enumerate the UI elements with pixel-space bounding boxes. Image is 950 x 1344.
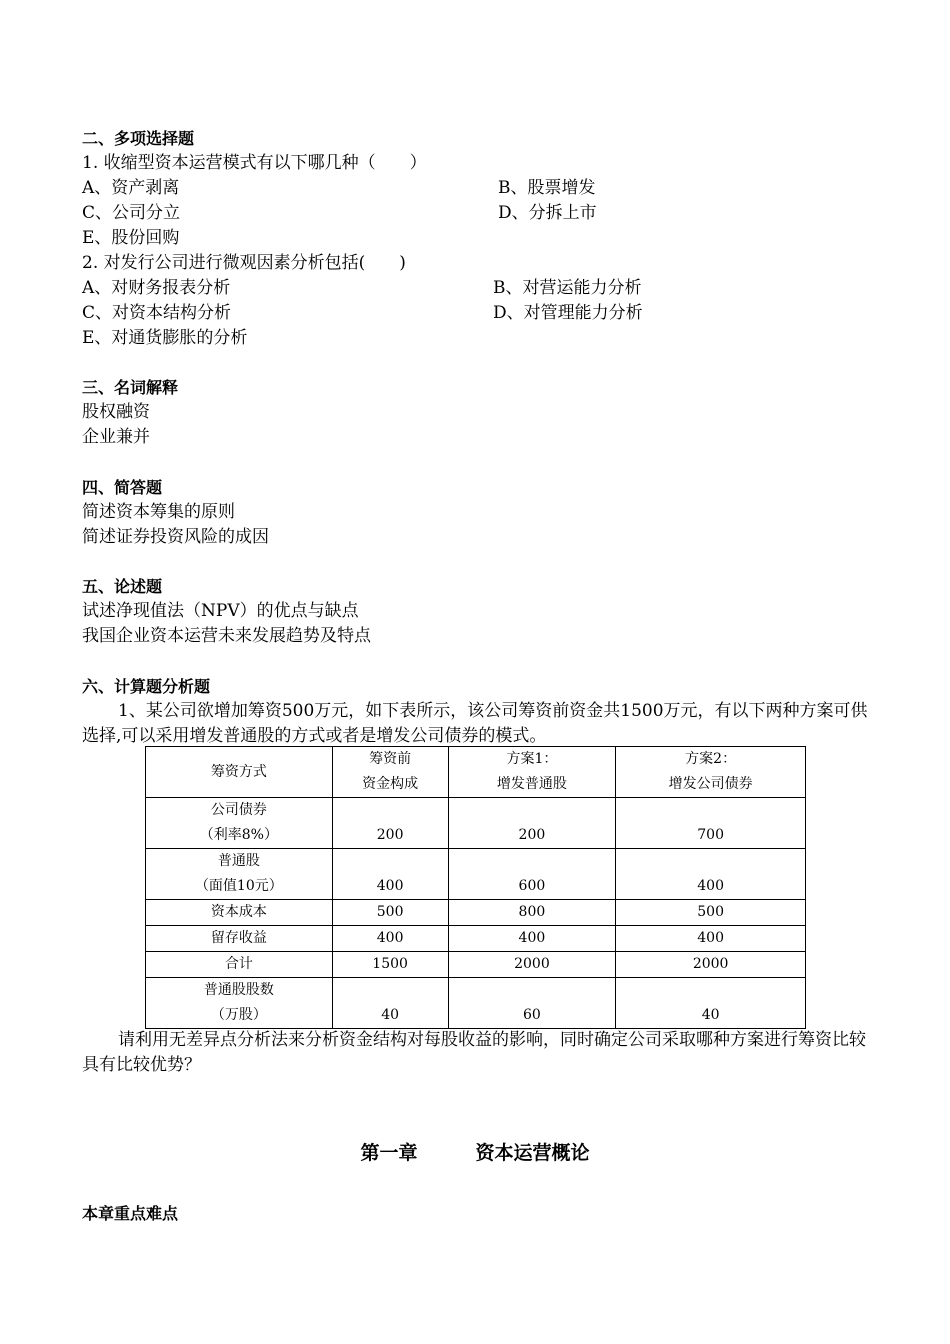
q2-option-a: A、对财务报表分析 [82,278,231,298]
table-cell: 资本成本 [146,900,333,926]
table-cell: 500 [616,900,806,926]
table-cell: 400 [332,849,448,900]
question-1-text: 1. 收缩型资本运营模式有以下哪几种（ ） [82,153,427,173]
table-header-cell: 方案2： 增发公司债券 [616,747,806,798]
table-header-row [146,747,806,798]
table-cell: 400 [616,926,806,952]
table-cell: 200 [448,798,616,849]
key-points-heading: 本章重点难点 [82,1204,179,1223]
table-cell: 普通股股数 （万股） [146,978,333,1029]
table-row [146,849,806,900]
table-cell: 600 [448,849,616,900]
table-cell: 400 [616,849,806,900]
section-4-title: 四、简答题 [82,478,163,497]
table-cell: 400 [448,926,616,952]
table-row [146,798,806,849]
chapter-title: 资本运营概论 [475,1142,590,1164]
table-cell: 800 [448,900,616,926]
q1-option-d: D、分拆上市 [498,203,597,223]
table-cell: 40 [332,978,448,1029]
q1-option-e: E、股份回购 [82,228,180,248]
chapter-number: 第一章 [360,1142,418,1164]
section-2-title: 二、多项选择题 [82,129,195,148]
table-cell: 60 [448,978,616,1029]
q1-option-b: B、股票增发 [498,178,596,198]
table-header-cell: 筹资方式 [146,747,333,798]
calculation-intro: 1、某公司欲增加筹资500万元，如下表所示，该公司筹资前资金共1500万元，有以下两种方案可供选择,可以采用增发普通股的方式或者是增发公司债券的模式。 [82,701,868,746]
question-2-text: 2. 对发行公司进行微观因素分析包括( ) [82,253,406,273]
table-cell: 普通股 （面值10元） [146,849,333,900]
table-row [146,952,806,978]
table-cell: 700 [616,798,806,849]
term-item: 股权融资 [82,402,150,422]
q1-option-c: C、公司分立 [82,203,181,223]
short-answer-item: 简述证券投资风险的成因 [82,527,269,547]
table-row [146,900,806,926]
chapter-heading [0,1138,950,1165]
q2-option-b: B、对营运能力分析 [493,278,642,298]
table-cell: 200 [332,798,448,849]
section-6-title: 六、计算题分析题 [82,677,211,696]
q2-option-e: E、对通货膨胀的分析 [82,328,248,348]
table-header-cell: 方案1： 增发普通股 [448,747,616,798]
table-cell: 2000 [448,952,616,978]
essay-item: 我国企业资本运营未来发展趋势及特点 [82,626,371,646]
table-cell: 公司债券 （利率8%） [146,798,333,849]
q1-option-a: A、资产剥离 [82,178,180,198]
essay-item: 试述净现值法（NPV）的优点与缺点 [82,601,359,621]
table-row [146,926,806,952]
table-cell: 合计 [146,952,333,978]
term-item: 企业兼并 [82,427,150,447]
table-cell: 40 [616,978,806,1029]
table-cell: 400 [332,926,448,952]
table-row [146,978,806,1029]
table-header-cell: 筹资前 资金构成 [332,747,448,798]
table-cell: 2000 [616,952,806,978]
table-cell: 500 [332,900,448,926]
table-cell: 1500 [332,952,448,978]
section-3-title: 三、名词解释 [82,378,179,397]
calculation-question: 请利用无差异点分析法来分析资金结构对每股收益的影响，同时确定公司采取哪种方案进行筹资比较具有比较优势？ [82,1030,866,1075]
short-answer-item: 简述资本筹集的原则 [82,502,235,522]
q2-option-c: C、对资本结构分析 [82,303,232,323]
q2-option-d: D、对管理能力分析 [493,303,643,323]
financing-table [145,746,806,1029]
section-5-title: 五、论述题 [82,577,163,596]
table-cell: 留存收益 [146,926,333,952]
